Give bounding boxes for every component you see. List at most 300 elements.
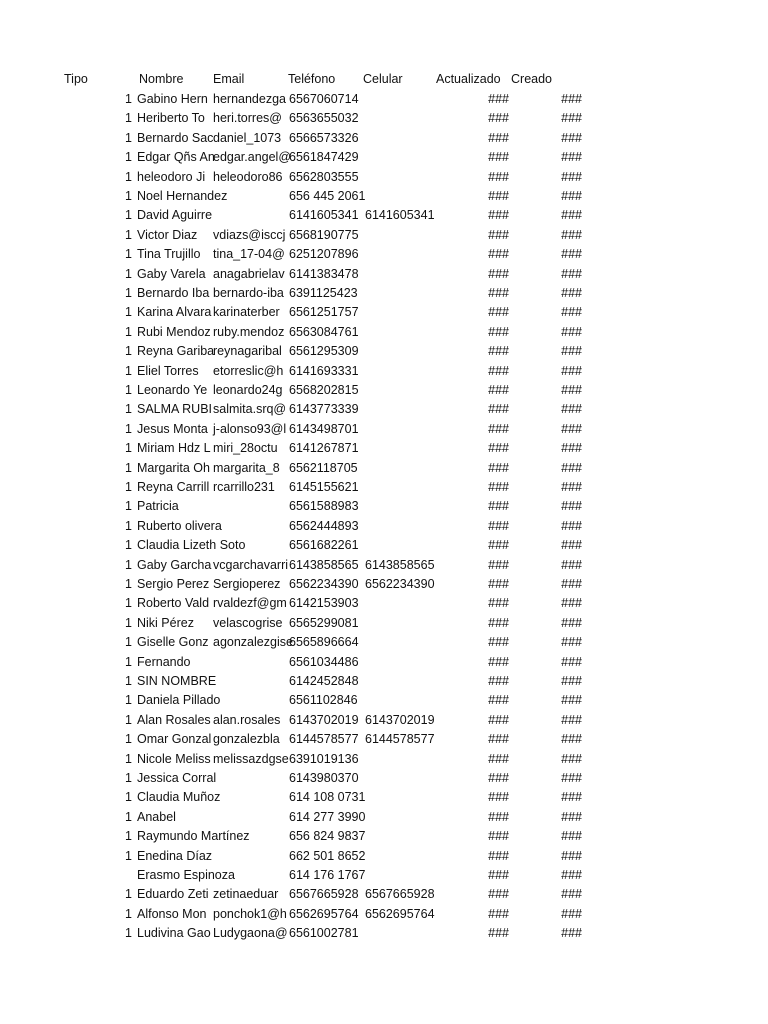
table-row xyxy=(0,149,768,168)
cell-nombre: Alan Rosales xyxy=(137,712,211,727)
cell-celular xyxy=(365,460,437,476)
cell-telefono: 6562695764 xyxy=(289,906,359,921)
cell-telefono: 6563084761 xyxy=(289,324,359,339)
cell-tipo: 1 xyxy=(125,169,132,184)
cell-email: heri.torres@ xyxy=(213,111,282,126)
cell-creado: ### xyxy=(561,305,582,320)
cell-actualizado: ### xyxy=(488,92,509,106)
cell-telefono: 6565896664 xyxy=(289,635,359,650)
cell-telefono: 6142153903 xyxy=(289,596,359,611)
cell-email: anagabrielav xyxy=(213,266,285,281)
cell-email: j-alonso93@l xyxy=(213,421,287,436)
cell-email: Ludygaona@ xyxy=(213,926,288,941)
cell-telefono: 6561588983 xyxy=(289,499,359,514)
cell-celular xyxy=(365,848,437,864)
cell-telefono: 6561295309 xyxy=(289,344,359,359)
cell-nombre: Giselle Gonz xyxy=(137,635,209,650)
cell-nombre: Sergio Perez xyxy=(137,577,210,591)
cell-actualizado: ### xyxy=(488,363,509,378)
cell-tipo: 1 xyxy=(125,557,132,572)
cell-celular xyxy=(365,751,437,767)
cell-creado: ### xyxy=(561,518,582,533)
cell-telefono: 6562803555 xyxy=(289,169,359,184)
cell-tipo: 1 xyxy=(125,538,132,553)
cell-celular: 6143702019 xyxy=(365,712,435,727)
cell-nombre: Bernardo Sac xyxy=(137,130,214,145)
cell-nombre: Reyna Carrill xyxy=(137,480,210,494)
cell-email xyxy=(213,188,289,204)
cell-actualizado: ### xyxy=(488,150,509,165)
cell-creado: ### xyxy=(561,421,582,436)
cell-telefono: 662 501 8652 xyxy=(289,848,366,863)
table-row xyxy=(0,227,768,246)
cell-tipo: 1 xyxy=(125,383,132,397)
table-row xyxy=(0,692,768,711)
cell-creado: ### xyxy=(561,693,582,708)
cell-celular xyxy=(365,110,437,126)
cell-creado: ### xyxy=(561,324,582,339)
cell-email: rvaldezf@gm xyxy=(213,596,287,611)
cell-email xyxy=(213,518,289,534)
cell-actualizado: ### xyxy=(488,460,509,475)
cell-creado: ### xyxy=(561,654,582,669)
cell-tipo: 1 xyxy=(125,654,132,669)
table-row xyxy=(0,207,768,226)
cell-telefono: 614 277 3990 xyxy=(289,809,366,824)
cell-celular xyxy=(365,382,437,398)
table-row xyxy=(0,770,768,789)
cell-celular xyxy=(365,304,437,320)
header-celular: Celular xyxy=(363,72,403,86)
cell-email: bernardo-iba xyxy=(213,286,284,300)
cell-celular xyxy=(365,285,437,301)
cell-email: vdiazs@isccj xyxy=(213,227,286,242)
cell-telefono: 6142452848 xyxy=(289,674,359,688)
header-tipo: Tipo xyxy=(64,72,88,86)
table-row xyxy=(0,828,768,847)
table-row xyxy=(0,130,768,149)
cell-creado: ### xyxy=(561,130,582,145)
cell-nombre: Omar Gonzal xyxy=(137,732,212,747)
cell-nombre: Enedina Díaz xyxy=(137,848,213,863)
cell-telefono: 6561102846 xyxy=(289,693,358,708)
cell-celular xyxy=(365,188,437,204)
cell-email: Sergioperez xyxy=(213,577,281,591)
cell-actualizado: ### xyxy=(488,189,509,203)
cell-email: vcgarchavarri xyxy=(213,557,289,572)
cell-email xyxy=(213,673,289,689)
cell-tipo: 1 xyxy=(125,460,132,475)
cell-celular xyxy=(365,324,437,340)
table-row xyxy=(0,615,768,634)
cell-telefono: 6567665928 xyxy=(289,887,359,902)
table-row xyxy=(0,460,768,479)
cell-telefono: 656 445 2061 xyxy=(289,189,366,203)
cell-celular xyxy=(365,227,437,243)
cell-nombre: Nicole Meliss xyxy=(137,751,211,766)
cell-actualizado: ### xyxy=(488,557,509,572)
cell-nombre: Erasmo Espinoza xyxy=(137,868,235,882)
cell-nombre: Alfonso Mon xyxy=(137,906,207,921)
cell-creado: ### xyxy=(561,809,582,824)
cell-telefono: 6568190775 xyxy=(289,227,359,242)
cell-tipo: 1 xyxy=(125,344,132,359)
table-row xyxy=(0,518,768,537)
cell-creado: ### xyxy=(561,499,582,514)
cell-nombre: Victor Diaz xyxy=(137,227,198,242)
table-row xyxy=(0,91,768,110)
cell-email: heleodoro86 xyxy=(213,169,283,184)
cell-actualizado: ### xyxy=(488,383,509,397)
table-row xyxy=(0,634,768,653)
cell-actualizado: ### xyxy=(488,538,509,553)
cell-celular: 6143858565 xyxy=(365,557,435,572)
cell-celular xyxy=(365,479,437,495)
table-row xyxy=(0,421,768,440)
cell-creado: ### xyxy=(561,383,582,397)
cell-email: ponchok1@h xyxy=(213,906,287,921)
cell-telefono: 6141383478 xyxy=(289,266,359,281)
cell-actualizado: ### xyxy=(488,809,509,824)
cell-celular xyxy=(365,867,437,883)
cell-creado: ### xyxy=(561,208,582,223)
header-creado: Creado xyxy=(511,72,552,86)
cell-tipo: 1 xyxy=(125,848,132,863)
cell-tipo: 1 xyxy=(125,305,132,320)
cell-email: zetinaeduar xyxy=(213,887,279,902)
cell-email: margarita_8 xyxy=(213,460,280,475)
cell-nombre: Daniela Pillado xyxy=(137,693,221,708)
header-telefono: Teléfono xyxy=(288,72,336,86)
cell-creado: ### xyxy=(561,363,582,378)
cell-email: salmita.srq@ xyxy=(213,402,287,417)
cell-telefono: 6561847429 xyxy=(289,150,359,165)
cell-tipo: 1 xyxy=(125,130,132,145)
cell-creado: ### xyxy=(561,926,582,941)
cell-tipo: 1 xyxy=(125,208,132,223)
cell-nombre: Reyna Gariba xyxy=(137,344,215,359)
cell-actualizado: ### xyxy=(488,247,509,262)
table-row xyxy=(0,867,768,886)
cell-nombre: Anabel xyxy=(137,809,176,824)
table-row xyxy=(0,479,768,498)
table-row xyxy=(0,906,768,925)
cell-tipo: 1 xyxy=(125,480,132,494)
cell-telefono: 6143980370 xyxy=(289,771,359,785)
cell-nombre: heleodoro Ji xyxy=(137,169,206,184)
cell-celular xyxy=(365,343,437,359)
cell-nombre: Jesus Monta xyxy=(137,421,208,436)
cell-nombre: Roberto Vald xyxy=(137,596,210,611)
cell-creado: ### xyxy=(561,344,582,359)
cell-nombre: Noel Hernandez xyxy=(137,189,228,203)
cell-actualizado: ### xyxy=(488,848,509,863)
table-row xyxy=(0,712,768,731)
cell-nombre: Eliel Torres xyxy=(137,363,199,378)
cell-nombre: Niki Pérez xyxy=(137,615,194,630)
cell-celular xyxy=(365,789,437,805)
cell-actualizado: ### xyxy=(488,712,509,727)
cell-email xyxy=(213,789,289,805)
cell-nombre: Claudia Lizeth Soto xyxy=(137,538,246,553)
cell-tipo: 1 xyxy=(125,615,132,630)
cell-email: melissazdgse xyxy=(213,751,289,766)
cell-nombre: Claudia Muñoz xyxy=(137,790,221,805)
cell-celular xyxy=(365,363,437,379)
cell-tipo: 1 xyxy=(125,286,132,300)
cell-telefono: 6143858565 xyxy=(289,557,359,572)
cell-creado: ### xyxy=(561,169,582,184)
cell-tipo: 1 xyxy=(125,887,132,902)
table-row xyxy=(0,498,768,517)
cell-creado: ### xyxy=(561,615,582,630)
cell-nombre: SIN NOMBRE xyxy=(137,674,217,688)
cell-actualizado: ### xyxy=(488,305,509,320)
header-nombre: Nombre xyxy=(139,72,184,86)
cell-nombre: Patricia xyxy=(137,499,179,514)
cell-actualizado: ### xyxy=(488,926,509,941)
cell-celular xyxy=(365,246,437,262)
cell-telefono: 6562234390 xyxy=(289,577,359,591)
cell-telefono: 6562118705 xyxy=(289,460,358,475)
cell-actualizado: ### xyxy=(488,518,509,533)
cell-nombre: Rubi Mendoz xyxy=(137,324,211,339)
cell-email xyxy=(213,867,289,883)
cell-creado: ### xyxy=(561,868,582,882)
cell-actualizado: ### xyxy=(488,324,509,339)
table-row xyxy=(0,731,768,750)
cell-tipo: 1 xyxy=(125,596,132,611)
cell-nombre: Jessica Corral xyxy=(137,771,217,785)
cell-actualizado: ### xyxy=(488,790,509,805)
cell-actualizado: ### xyxy=(488,615,509,630)
cell-actualizado: ### xyxy=(488,751,509,766)
table-row xyxy=(0,537,768,556)
cell-telefono: 6568202815 xyxy=(289,383,359,397)
cell-nombre: Tina Trujillo xyxy=(137,247,201,262)
cell-celular xyxy=(365,770,437,786)
table-row xyxy=(0,673,768,692)
table-row xyxy=(0,789,768,808)
cell-email: tina_17-04@ xyxy=(213,247,285,262)
cell-actualizado: ### xyxy=(488,130,509,145)
cell-creado: ### xyxy=(561,674,582,688)
cell-email: hernandezga xyxy=(213,92,286,106)
cell-celular: 6144578577 xyxy=(365,732,435,747)
cell-creado: ### xyxy=(561,247,582,262)
cell-celular xyxy=(365,809,437,825)
cell-nombre: Eduardo Zeti xyxy=(137,887,209,902)
cell-actualizado: ### xyxy=(488,499,509,514)
cell-nombre: Miriam Hdz L xyxy=(137,441,211,456)
cell-telefono: 6567060714 xyxy=(289,92,359,106)
cell-creado: ### xyxy=(561,441,582,456)
cell-nombre: Gaby Varela xyxy=(137,266,206,281)
cell-email: leonardo24g xyxy=(213,383,283,397)
cell-telefono: 6566573326 xyxy=(289,130,359,145)
cell-nombre: David Aguirre xyxy=(137,208,213,223)
cell-nombre: Edgar Qñs An xyxy=(137,150,215,165)
table-row xyxy=(0,595,768,614)
cell-email xyxy=(213,828,289,844)
cell-celular xyxy=(365,673,437,689)
cell-tipo: 1 xyxy=(125,790,132,805)
table-row xyxy=(0,110,768,129)
cell-creado: ### xyxy=(561,887,582,902)
cell-creado: ### xyxy=(561,635,582,650)
cell-email: alan.rosales xyxy=(213,712,281,727)
cell-telefono: 6141693331 xyxy=(289,363,359,378)
cell-celular xyxy=(365,130,437,146)
cell-celular: 6562695764 xyxy=(365,906,435,921)
cell-nombre: Raymundo Martínez xyxy=(137,829,250,844)
cell-tipo: 1 xyxy=(125,441,132,456)
cell-creado: ### xyxy=(561,92,582,106)
cell-tipo: 1 xyxy=(125,324,132,339)
cell-nombre: Bernardo Iba xyxy=(137,286,210,300)
cell-tipo: 1 xyxy=(125,926,132,941)
cell-tipo: 1 xyxy=(125,111,132,126)
cell-tipo xyxy=(122,867,132,883)
table-row xyxy=(0,382,768,401)
cell-creado: ### xyxy=(561,460,582,475)
cell-actualizado: ### xyxy=(488,654,509,669)
table-row xyxy=(0,751,768,770)
cell-celular xyxy=(365,518,437,534)
cell-telefono: 6143702019 xyxy=(289,712,359,727)
cell-nombre: Gaby Garcha xyxy=(137,557,212,572)
cell-creado: ### xyxy=(561,557,582,572)
cell-celular xyxy=(365,91,437,107)
cell-email: miri_28octu xyxy=(213,441,278,456)
cell-email: etorreslic@h xyxy=(213,363,284,378)
cell-celular xyxy=(365,421,437,437)
cell-creado: ### xyxy=(561,150,582,165)
cell-tipo: 1 xyxy=(125,635,132,650)
cell-tipo: 1 xyxy=(125,518,132,533)
cell-actualizado: ### xyxy=(488,480,509,494)
cell-celular: 6567665928 xyxy=(365,887,435,902)
cell-email: reynagaribal xyxy=(213,344,282,359)
cell-actualizado: ### xyxy=(488,421,509,436)
cell-telefono: 6561002781 xyxy=(289,926,359,941)
cell-tipo: 1 xyxy=(125,693,132,708)
table-row xyxy=(0,169,768,188)
cell-actualizado: ### xyxy=(488,732,509,747)
cell-email xyxy=(213,654,289,670)
cell-email xyxy=(213,207,289,223)
cell-actualizado: ### xyxy=(488,596,509,611)
cell-email: agonzalezgise xyxy=(213,635,293,650)
cell-nombre: Gabino Hern xyxy=(137,92,208,106)
cell-telefono: 656 824 9837 xyxy=(289,829,366,844)
cell-telefono: 6141605341 xyxy=(289,208,359,223)
cell-telefono: 6561682261 xyxy=(289,538,359,553)
cell-celular xyxy=(365,537,437,553)
cell-tipo: 1 xyxy=(125,809,132,824)
cell-telefono: 614 108 0731 xyxy=(289,790,366,805)
cell-telefono: 6561251757 xyxy=(289,305,359,320)
cell-actualizado: ### xyxy=(488,829,509,844)
cell-email xyxy=(213,848,289,864)
cell-tipo: 1 xyxy=(125,712,132,727)
cell-celular: 6562234390 xyxy=(365,577,435,591)
cell-tipo: 1 xyxy=(125,402,132,417)
cell-celular xyxy=(365,828,437,844)
cell-tipo: 1 xyxy=(125,499,132,514)
cell-telefono: 6391019136 xyxy=(289,751,359,766)
cell-celular xyxy=(365,401,437,417)
cell-creado: ### xyxy=(561,577,582,591)
cell-creado: ### xyxy=(561,751,582,766)
cell-creado: ### xyxy=(561,189,582,203)
cell-email: karinaterber xyxy=(213,305,280,320)
cell-tipo: 1 xyxy=(125,732,132,747)
cell-email: daniel_1073 xyxy=(213,130,282,145)
table-row xyxy=(0,246,768,265)
table-row xyxy=(0,304,768,323)
cell-telefono: 6143498701 xyxy=(289,421,359,436)
table-row xyxy=(0,440,768,459)
cell-nombre: Fernando xyxy=(137,654,191,669)
cell-tipo: 1 xyxy=(125,150,132,165)
cell-creado: ### xyxy=(561,596,582,611)
cell-creado: ### xyxy=(561,906,582,921)
cell-celular: 6141605341 xyxy=(365,208,435,223)
table-row xyxy=(0,188,768,207)
header-email: Email xyxy=(213,72,245,86)
cell-actualizado: ### xyxy=(488,344,509,359)
cell-tipo: 1 xyxy=(125,266,132,281)
cell-nombre: Heriberto To xyxy=(137,111,205,126)
cell-telefono: 6562444893 xyxy=(289,518,359,533)
table-row xyxy=(0,401,768,420)
cell-creado: ### xyxy=(561,227,582,242)
table-row xyxy=(0,343,768,362)
cell-creado: ### xyxy=(561,538,582,553)
cell-creado: ### xyxy=(561,266,582,281)
table-row xyxy=(0,285,768,304)
cell-celular xyxy=(365,692,437,708)
cell-actualizado: ### xyxy=(488,771,509,785)
cell-tipo: 1 xyxy=(125,189,132,203)
cell-tipo: 1 xyxy=(125,577,132,591)
cell-email: velascogrise xyxy=(213,615,283,630)
cell-celular xyxy=(365,169,437,185)
cell-actualizado: ### xyxy=(488,169,509,184)
cell-telefono: 614 176 1767 xyxy=(289,868,366,882)
cell-celular xyxy=(365,654,437,670)
cell-celular xyxy=(365,925,437,941)
cell-actualizado: ### xyxy=(488,693,509,708)
table-row xyxy=(0,557,768,576)
cell-tipo: 1 xyxy=(125,227,132,242)
cell-tipo: 1 xyxy=(125,92,132,106)
cell-actualizado: ### xyxy=(488,635,509,650)
cell-actualizado: ### xyxy=(488,286,509,300)
cell-creado: ### xyxy=(561,111,582,126)
table-row xyxy=(0,848,768,867)
cell-creado: ### xyxy=(561,402,582,417)
cell-creado: ### xyxy=(561,480,582,494)
cell-creado: ### xyxy=(561,771,582,785)
cell-celular xyxy=(365,615,437,631)
cell-celular xyxy=(365,149,437,165)
cell-nombre: Ludivina Gao xyxy=(137,926,211,941)
cell-nombre: Margarita Oh xyxy=(137,460,210,475)
table-row xyxy=(0,654,768,673)
cell-creado: ### xyxy=(561,712,582,727)
